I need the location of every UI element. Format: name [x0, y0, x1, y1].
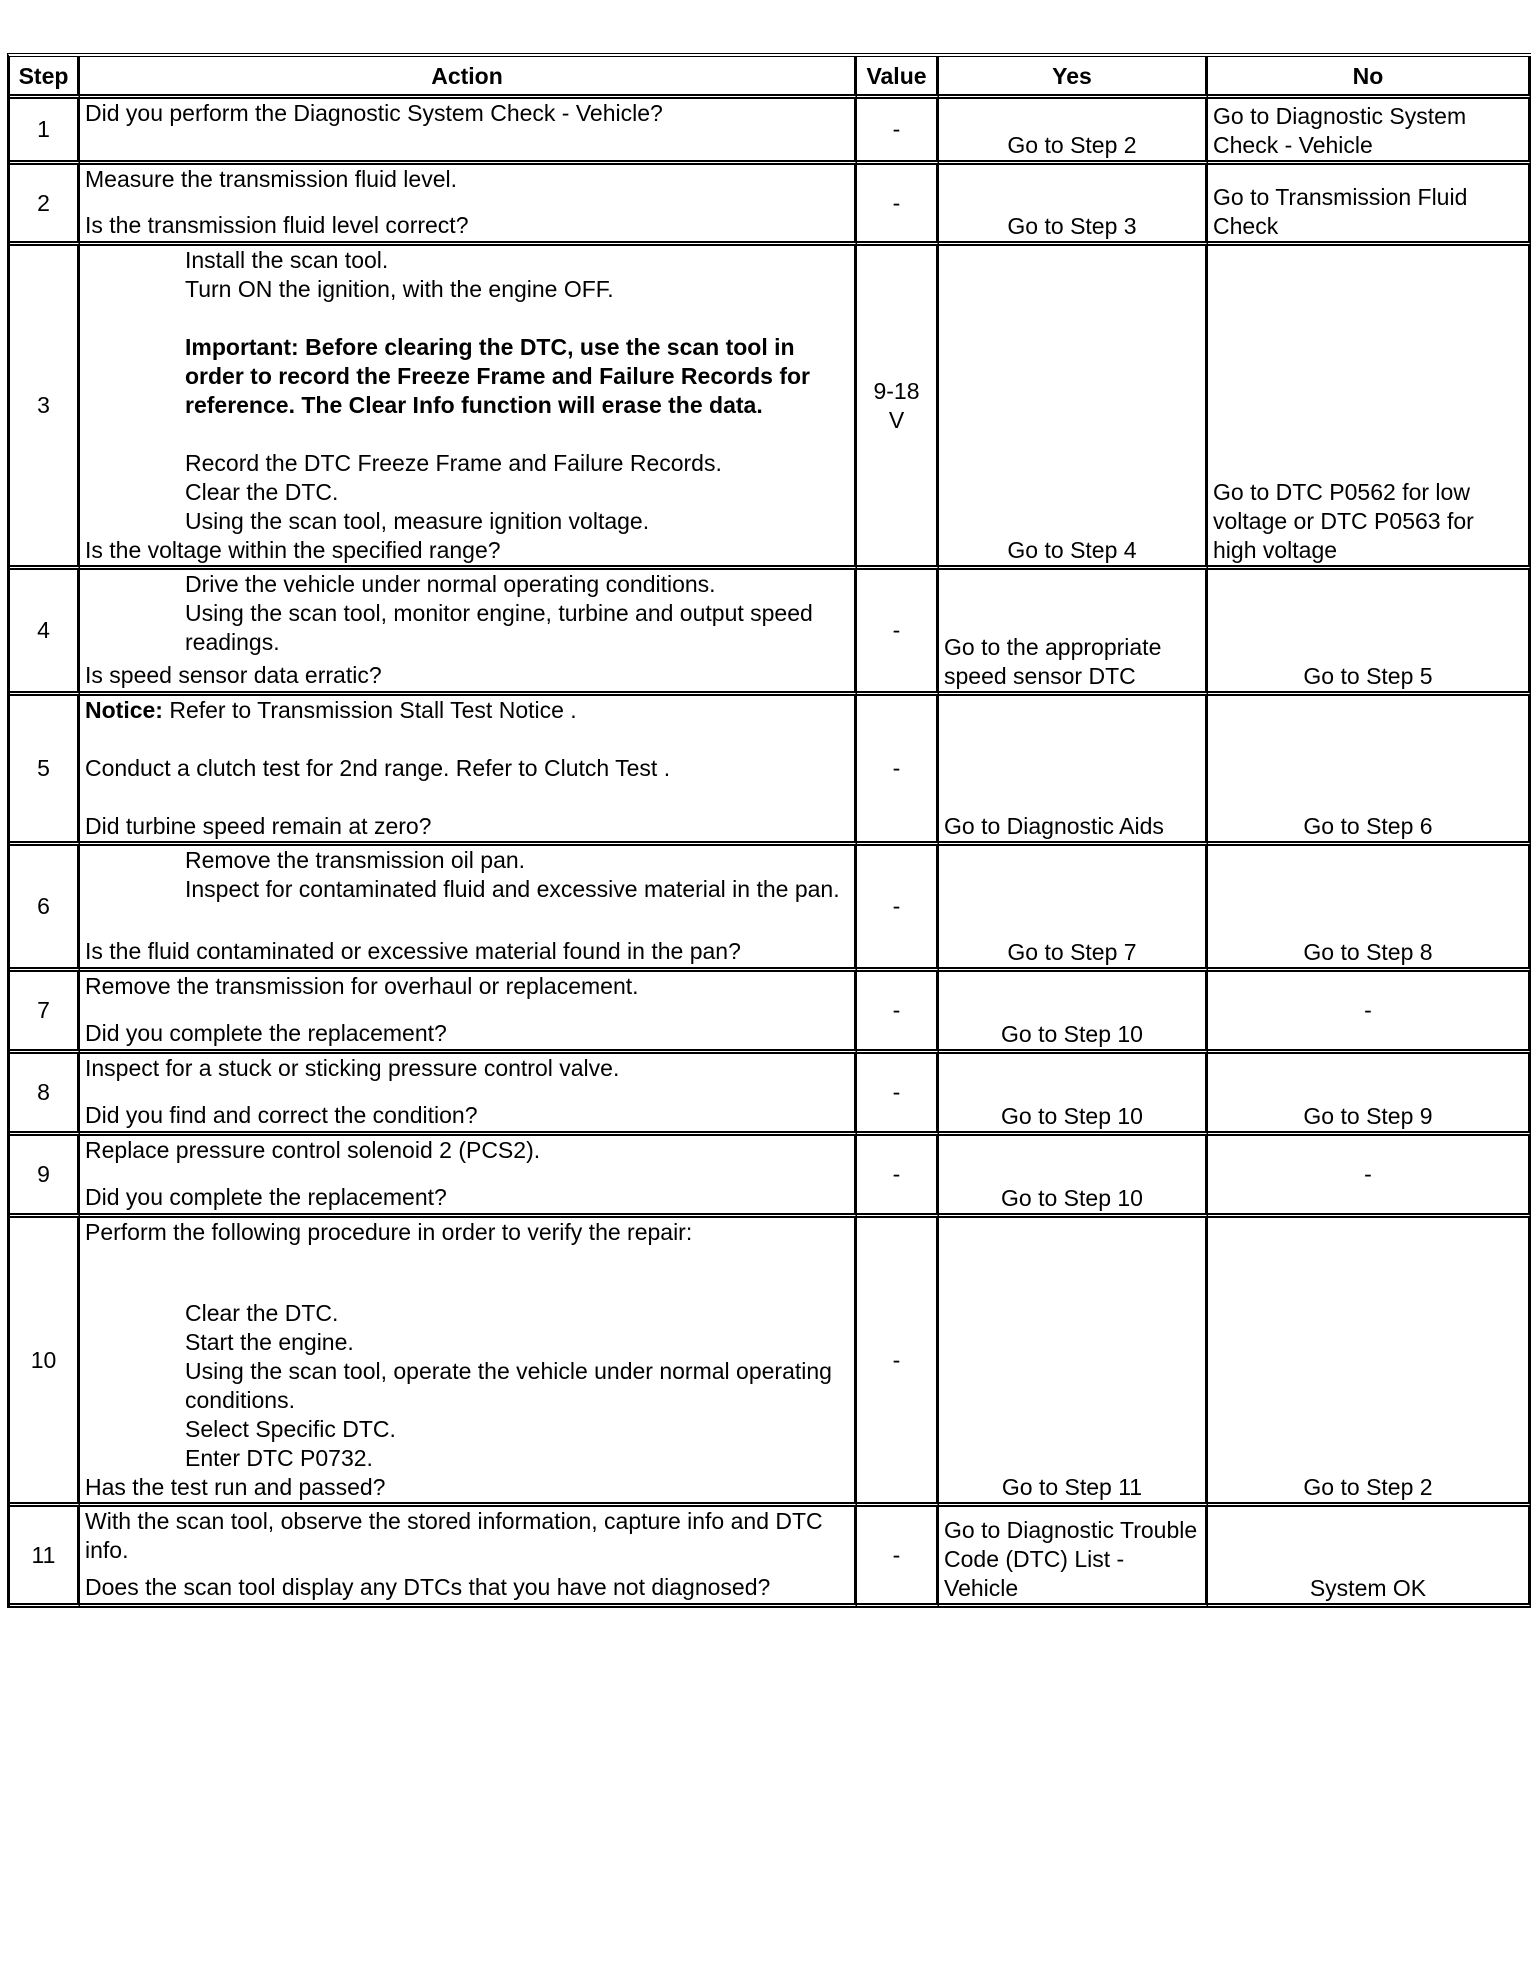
action-text: With the scan tool, observe the stored information, capture info and DTC info.	[85, 1508, 823, 1563]
action-text: Clear the DTC.	[185, 1300, 339, 1326]
action-instruction	[85, 1415, 849, 1444]
table-row	[10, 165, 1531, 246]
action-cell	[80, 972, 857, 1054]
header-value: Value	[857, 57, 939, 99]
action-text: Perform the following procedure in order to verify the repair:	[85, 1219, 693, 1245]
action-text: Did you perform the Diagnostic System Check - Vehicle?	[85, 100, 663, 126]
header-action: Action	[80, 57, 857, 99]
table-row	[10, 99, 1531, 165]
action-instruction	[85, 507, 849, 536]
action-text: Refer to Transmission Stall Test Notice .	[162, 697, 577, 723]
table-row	[10, 1136, 1531, 1218]
value-cell: -	[857, 165, 939, 246]
yes-cell: Go to Step 2	[939, 99, 1208, 165]
action-cell	[80, 1054, 857, 1136]
no-cell: Go to Step 8	[1208, 846, 1531, 972]
action-text: Replace pressure control solenoid 2 (PCS2).	[85, 1137, 541, 1163]
action-text: Did you find and correct the condition?	[85, 1102, 478, 1128]
action-instruction	[85, 478, 849, 507]
action-text: Does the scan tool display any DTCs that you have not diagnosed?	[85, 1574, 771, 1600]
step-number: 8	[10, 1054, 80, 1136]
action-text: Is the transmission fluid level correct?	[85, 212, 469, 238]
action-cell	[80, 1218, 857, 1507]
action-text: Has the test run and passed?	[85, 1474, 386, 1500]
action-instruction	[85, 449, 849, 478]
step-number: 10	[10, 1218, 80, 1507]
action-text: Turn ON the ignition, with the engine OFF.	[185, 276, 614, 302]
step-number: 4	[10, 570, 80, 696]
step-number: 6	[10, 846, 80, 972]
action-text: Is the voltage within the specified range?	[85, 537, 501, 563]
value-cell: -	[857, 972, 939, 1054]
step-number: 1	[10, 99, 80, 165]
action-cell	[80, 1507, 857, 1608]
action-instruction	[85, 570, 849, 599]
value-cell: -	[857, 846, 939, 972]
action-instruction	[85, 1328, 849, 1357]
yes-cell: Go to Step 10	[939, 1136, 1208, 1218]
action-text: Using the scan tool, operate the vehicle under normal operating conditions.	[185, 1358, 832, 1413]
value-cell: -	[857, 1218, 939, 1507]
value-cell: -	[857, 1507, 939, 1608]
action-instruction	[85, 846, 849, 875]
action-instruction	[85, 1136, 849, 1165]
action-text: Is speed sensor data erratic?	[85, 662, 382, 688]
action-cell	[80, 1136, 857, 1218]
action-instruction	[85, 165, 849, 194]
action-text: Install the scan tool.	[185, 247, 389, 273]
header-step: Step	[10, 57, 80, 99]
action-question	[85, 1101, 849, 1130]
step-number: 11	[10, 1507, 80, 1608]
action-instruction	[85, 275, 849, 304]
header-yes: Yes	[939, 57, 1208, 99]
action-instruction	[85, 1357, 849, 1415]
table-row	[10, 246, 1531, 570]
action-text: Did you complete the replacement?	[85, 1020, 447, 1046]
no-cell: -	[1208, 1136, 1531, 1218]
action-cell	[80, 165, 857, 246]
table-row	[10, 972, 1531, 1054]
action-question	[85, 1183, 849, 1212]
action-question	[85, 937, 849, 966]
yes-cell: Go to Step 3	[939, 165, 1208, 246]
no-cell: Go to Step 9	[1208, 1054, 1531, 1136]
action-cell	[80, 99, 857, 165]
table-row	[10, 1218, 1531, 1507]
step-number: 9	[10, 1136, 80, 1218]
action-text: Conduct a clutch test for 2nd range. Refer to Clutch Test .	[85, 755, 671, 781]
action-cell	[80, 570, 857, 696]
action-text: Start the engine.	[185, 1329, 354, 1355]
action-instruction	[85, 972, 849, 1001]
action-text: Did you complete the replacement?	[85, 1184, 447, 1210]
yes-cell: Go to Step 10	[939, 1054, 1208, 1136]
action-text: Did turbine speed remain at zero?	[85, 813, 432, 839]
action-instruction	[85, 599, 849, 657]
no-cell: -	[1208, 972, 1531, 1054]
no-cell: Go to Transmission Fluid Check	[1208, 165, 1531, 246]
table-row	[10, 846, 1531, 972]
action-cell	[80, 246, 857, 570]
action-text: Is the fluid contaminated or excessive material found in the pan?	[85, 938, 741, 964]
table-row	[10, 1054, 1531, 1136]
table-row	[10, 1507, 1531, 1608]
no-cell: Go to Step 5	[1208, 570, 1531, 696]
header-row	[10, 57, 1531, 99]
value-cell: -	[857, 99, 939, 165]
action-instruction	[85, 696, 849, 725]
yes-cell: Go to the appropriate speed sensor DTC	[939, 570, 1208, 696]
yes-cell: Go to Step 10	[939, 972, 1208, 1054]
action-instruction	[85, 1507, 849, 1565]
table-body	[10, 99, 1531, 1608]
action-cell	[80, 846, 857, 972]
action-question	[85, 536, 849, 565]
action-instruction	[85, 754, 849, 783]
no-cell: Go to DTC P0562 for low voltage or DTC P0563 for high voltage	[1208, 246, 1531, 570]
step-number: 2	[10, 165, 80, 246]
yes-cell: Go to Step 4	[939, 246, 1208, 570]
no-cell: Go to Diagnostic System Check - Vehicle	[1208, 99, 1531, 165]
yes-cell: Go to Step 11	[939, 1218, 1208, 1507]
action-instruction	[85, 1218, 849, 1247]
action-instruction	[85, 333, 849, 420]
action-instruction	[85, 1444, 849, 1473]
action-instruction	[85, 1299, 849, 1328]
step-number: 5	[10, 696, 80, 846]
action-text: Drive the vehicle under normal operating conditions.	[185, 571, 716, 597]
action-text: Record the DTC Freeze Frame and Failure Records.	[185, 450, 722, 476]
action-question	[85, 211, 849, 240]
action-text: Clear the DTC.	[185, 479, 339, 505]
action-text: Remove the transmission for overhaul or replacement.	[85, 973, 639, 999]
value-cell: 9-18 V	[857, 246, 939, 570]
step-number: 3	[10, 246, 80, 570]
action-text: Using the scan tool, monitor engine, turbine and output speed readings.	[185, 600, 813, 655]
action-text: Using the scan tool, measure ignition voltage.	[185, 508, 650, 534]
action-text: Remove the transmission oil pan.	[185, 847, 526, 873]
action-text: Important: Before clearing the DTC, use the scan tool in order to record the Freeze Frame and Failure Records for reference. The Clear Info function will erase the data.	[185, 334, 810, 418]
action-instruction	[85, 1054, 849, 1083]
no-cell: Go to Step 6	[1208, 696, 1531, 846]
value-cell: -	[857, 570, 939, 696]
notice-label: Notice:	[85, 697, 163, 723]
action-text: Inspect for a stuck or sticking pressure control valve.	[85, 1055, 620, 1081]
header-no: No	[1208, 57, 1531, 99]
action-question	[85, 1573, 849, 1602]
action-text: Inspect for contaminated fluid and excessive material in the pan.	[185, 876, 840, 902]
action-instruction	[85, 875, 849, 904]
action-text: Measure the transmission fluid level.	[85, 166, 457, 192]
value-cell: -	[857, 1136, 939, 1218]
yes-cell: Go to Diagnostic Aids	[939, 696, 1208, 846]
value-cell: -	[857, 1054, 939, 1136]
action-cell	[80, 696, 857, 846]
step-number: 7	[10, 972, 80, 1054]
action-question	[85, 1019, 849, 1048]
action-text: Select Specific DTC.	[185, 1416, 396, 1442]
action-question	[85, 661, 849, 690]
action-question	[85, 1473, 849, 1502]
action-instruction	[85, 246, 849, 275]
action-instruction	[85, 99, 849, 128]
yes-cell: Go to Step 7	[939, 846, 1208, 972]
action-text: Enter DTC P0732.	[185, 1445, 373, 1471]
value-cell: -	[857, 696, 939, 846]
table-row	[10, 696, 1531, 846]
table-row	[10, 570, 1531, 696]
diagnostic-table	[7, 53, 1531, 1608]
yes-cell: Go to Diagnostic Trouble Code (DTC) List - Vehicle	[939, 1507, 1208, 1608]
action-question	[85, 812, 849, 841]
no-cell: System OK	[1208, 1507, 1531, 1608]
no-cell: Go to Step 2	[1208, 1218, 1531, 1507]
